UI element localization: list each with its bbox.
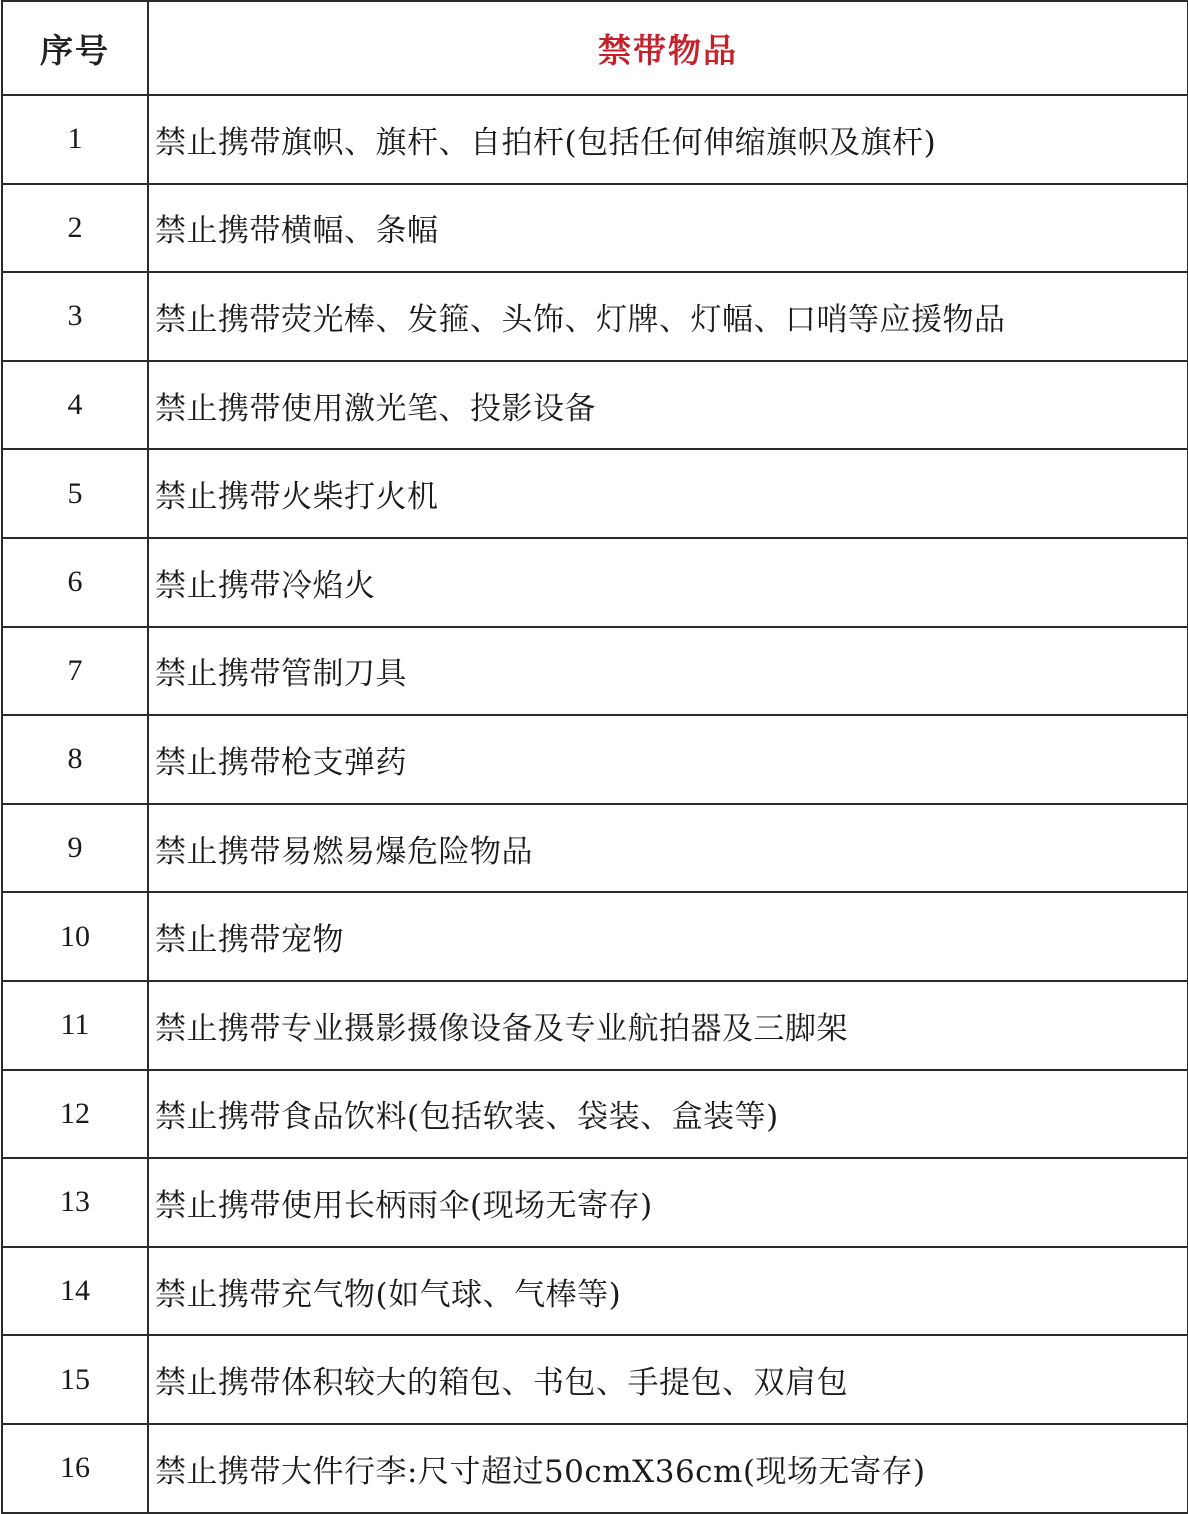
table-row <box>2 804 1188 893</box>
row-number: 2 <box>2 184 148 273</box>
prohibited-items-table <box>1 0 1188 1514</box>
row-number: 1 <box>2 95 148 184</box>
row-number: 11 <box>2 981 148 1070</box>
row-number: 6 <box>2 538 148 627</box>
row-item-text: 禁止携带食品饮料(包括软装、袋装、盒装等) <box>148 1070 1188 1159</box>
row-number: 7 <box>2 627 148 716</box>
table-row <box>2 184 1188 273</box>
table-row <box>2 1247 1188 1336</box>
row-item-text: 禁止携带横幅、条幅 <box>148 184 1188 273</box>
table-row <box>2 1335 1188 1424</box>
row-item-text: 禁止携带旗帜、旗杆、自拍杆(包括任何伸缩旗帜及旗杆) <box>148 95 1188 184</box>
table-row <box>2 95 1188 184</box>
row-number: 5 <box>2 449 148 538</box>
row-number: 16 <box>2 1424 148 1513</box>
row-item-text: 禁止携带火柴打火机 <box>148 449 1188 538</box>
table-header-row <box>2 1 1188 95</box>
row-item-text: 禁止携带专业摄影摄像设备及专业航拍器及三脚架 <box>148 981 1188 1070</box>
row-item-text: 禁止携带易燃易爆危险物品 <box>148 804 1188 893</box>
table-row <box>2 715 1188 804</box>
row-number: 10 <box>2 892 148 981</box>
table-row <box>2 1070 1188 1159</box>
row-item-text: 禁止携带枪支弹药 <box>148 715 1188 804</box>
row-number: 9 <box>2 804 148 893</box>
table-row <box>2 1158 1188 1247</box>
row-number: 14 <box>2 1247 148 1336</box>
row-item-text: 禁止携带充气物(如气球、气棒等) <box>148 1247 1188 1336</box>
row-item-text: 禁止携带宠物 <box>148 892 1188 981</box>
header-number: 序号 <box>2 1 148 95</box>
row-item-text: 禁止携带使用长柄雨伞(现场无寄存) <box>148 1158 1188 1247</box>
row-item-text: 禁止携带荧光棒、发箍、头饰、灯牌、灯幅、口哨等应援物品 <box>148 272 1188 361</box>
table-row <box>2 892 1188 981</box>
row-number: 12 <box>2 1070 148 1159</box>
table-row <box>2 1424 1188 1513</box>
row-number: 4 <box>2 361 148 450</box>
table-row <box>2 272 1188 361</box>
row-number: 13 <box>2 1158 148 1247</box>
row-item-text: 禁止携带管制刀具 <box>148 627 1188 716</box>
table-row <box>2 449 1188 538</box>
row-number: 15 <box>2 1335 148 1424</box>
row-number: 3 <box>2 272 148 361</box>
table-row <box>2 538 1188 627</box>
row-number: 8 <box>2 715 148 804</box>
header-prohibited-items: 禁带物品 <box>148 1 1188 95</box>
row-item-text: 禁止携带体积较大的箱包、书包、手提包、双肩包 <box>148 1335 1188 1424</box>
row-item-text: 禁止携带冷焰火 <box>148 538 1188 627</box>
table-row <box>2 981 1188 1070</box>
row-item-text: 禁止携带使用激光笔、投影设备 <box>148 361 1188 450</box>
table-row <box>2 361 1188 450</box>
table-row <box>2 627 1188 716</box>
row-item-text: 禁止携带大件行李:尺寸超过50cmX36cm(现场无寄存) <box>148 1424 1188 1513</box>
